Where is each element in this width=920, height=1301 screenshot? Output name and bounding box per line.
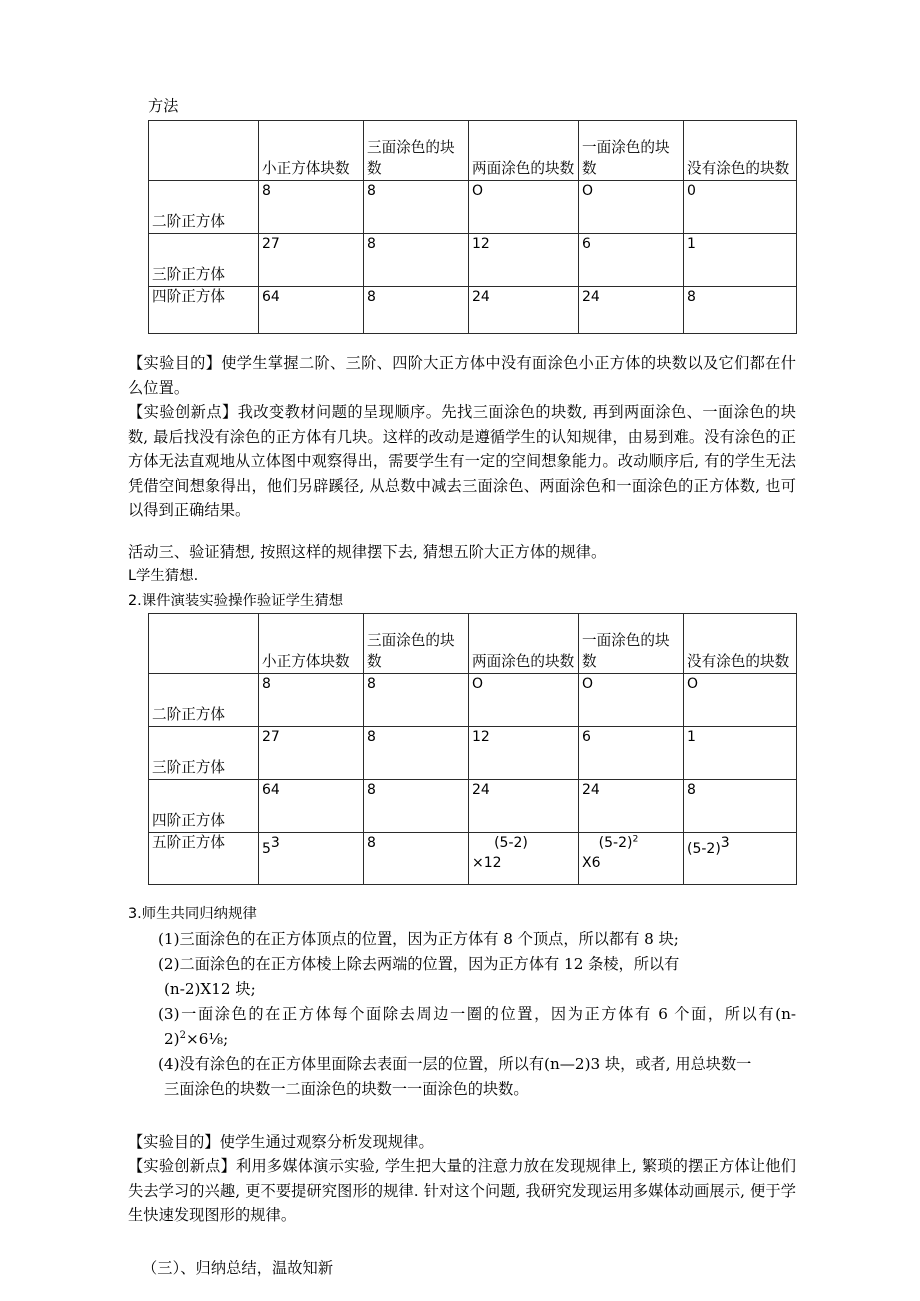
header-cell-one: 一面涂色的块数 (579, 121, 684, 181)
cell-value: O (582, 676, 594, 692)
cell-total (259, 833, 364, 885)
cell-one (579, 287, 684, 334)
cell-value-line1 (582, 833, 681, 853)
cell-value-exponent: 3 (720, 835, 730, 851)
cell-value-base: 5 (262, 840, 271, 857)
section-three-heading: （三）、归纳总结，温故知新 (142, 1258, 334, 1277)
row-label: 二阶正方体 (149, 181, 259, 234)
table-row (149, 181, 797, 234)
cell-value: 8 (367, 782, 376, 798)
header-cell-total: 小正方体块数 (259, 121, 364, 181)
cell-value: 6 (582, 236, 591, 252)
header-cell-total: 小正方体块数 (259, 614, 364, 674)
cell-value: O (687, 676, 699, 692)
cell-value-line2: X6 (582, 855, 601, 871)
cell-value: 24 (472, 289, 490, 305)
cell-value: 8 (367, 835, 376, 851)
cell-two (469, 727, 579, 780)
cell-value-line1: (5-2) (494, 835, 528, 851)
cell-value: O (472, 183, 484, 199)
header-cell-none: 没有涂色的块数 (684, 121, 797, 181)
cell-total (259, 780, 364, 833)
header-cell-none: 没有涂色的块数 (684, 614, 797, 674)
cell-total (259, 727, 364, 780)
cell-none (684, 234, 797, 287)
cell-value: 0 (687, 183, 696, 199)
cell-none (684, 780, 797, 833)
cell-none (684, 287, 797, 334)
cell-three (364, 674, 469, 727)
cell-three (364, 287, 469, 334)
cell-none (684, 674, 797, 727)
header-cell-one: 一面涂色的块数 (579, 614, 684, 674)
cell-value: 8 (367, 289, 376, 305)
experiment-purpose-2: 【实验目的】使学生通过观察分析发现规律。 (128, 1132, 434, 1151)
cell-three (364, 181, 469, 234)
cell-value: 8 (262, 676, 271, 692)
cell-value: 1 (687, 236, 696, 252)
table-row (149, 674, 797, 727)
cell-value: 27 (262, 729, 280, 745)
cell-value: O (472, 676, 484, 692)
cell-none (684, 727, 797, 780)
header-cell-blank (149, 121, 259, 181)
rule-item-3-exponent: 2 (179, 1029, 186, 1041)
cell-one (579, 181, 684, 234)
row-label: 五阶正方体 (149, 833, 259, 885)
cell-value: 8 (367, 729, 376, 745)
rule-item-4-line1: (4)没有涂色的在正方体里面除去表面一层的位置，所以有(n—2)3 块，或者, 用总块数一 (158, 1054, 752, 1073)
cell-three (364, 234, 469, 287)
cell-one (579, 727, 684, 780)
cube-table-1 (148, 120, 797, 334)
cell-value: 8 (367, 236, 376, 252)
rule-item-2-line2: (n-2)X12 块; (164, 979, 256, 998)
cell-two (469, 833, 579, 885)
cell-none (684, 833, 797, 885)
cell-one (579, 780, 684, 833)
cell-value: 1 (687, 729, 696, 745)
cell-value: 8 (367, 676, 376, 692)
cell-value: 8 (367, 183, 376, 199)
cell-value: 24 (582, 289, 600, 305)
cell-value: 64 (262, 782, 280, 798)
table-row (149, 780, 797, 833)
cell-three (364, 833, 469, 885)
cell-total (259, 181, 364, 234)
cell-value-line2: ×12 (472, 855, 502, 871)
header-cell-three: 三面涂色的块数 (364, 614, 469, 674)
document-content (128, 96, 796, 1280)
rule-item-1: (1)三面涂色的在正方体顶点的位置，因为正方体有 8 个顶点，所以都有 8 块; (158, 929, 679, 948)
cell-value: 12 (472, 729, 490, 745)
cell-value: 6 (582, 729, 591, 745)
cell-value: 8 (687, 289, 696, 305)
experiment-purpose-1: 【实验目的】使学生掌握二阶、三阶、四阶大正方体中没有面涂色小正方体的块数以及它们都在什么位置。 (128, 354, 796, 397)
cell-value: 27 (262, 236, 280, 252)
experiment-innovation-2: 【实验创新点】利用多媒体演示实验, 学生把大量的注意力放在发现规律上, 繁琐的摆正方体让他们失去学习的兴趣, 更不要提研究图形的规律. 针对这个问题, 我研究发现运用多媒体动画展示, 便于学生快速发现图形的规律。 (128, 1157, 796, 1224)
cell-none (684, 181, 797, 234)
cell-value: 8 (687, 782, 696, 798)
table-row (149, 727, 797, 780)
cell-two (469, 287, 579, 334)
rule-item-3 (128, 1002, 796, 1052)
rule-item-4-line2: 三面涂色的块数一二面涂色的块数一一面涂色的块数。 (164, 1079, 529, 1098)
rule-item-3-prefix: (3)一面涂色的在正方体每个面除去周边一圈的位置，因为正方体有 6 个面，所以有(n-2) (158, 1004, 796, 1048)
activity-three-heading: 活动三、验证猜想, 按照这样的规律摆下去, 猜想五阶大正方体的规律。 (128, 542, 607, 561)
cell-total (259, 287, 364, 334)
header-cell-two: 两面涂色的块数 (469, 614, 579, 674)
experiment-innovation-1: 【实验创新点】我改变教材问题的呈现顺序。先找三面涂色的块数, 再到两面涂色、一面涂色的块数, 最后找没有涂色的正方体有几块。这样的改动是遵循学生的认知规律，由易到难。没有涂色的正方体无法直观地从立体图中观察得出，需要学生有一定的空间想象能力。改动顺序后, 有的学生无法凭借空间想象得出，他们另辟蹊径, 从总数中减去三面涂色、两面涂色和一面涂色的正方体数, 也可以得到正确结果。 (128, 403, 796, 519)
cell-two (469, 181, 579, 234)
table-row-fifth-order (149, 833, 797, 885)
header-cell-blank (149, 614, 259, 674)
cell-value: 24 (472, 782, 490, 798)
table-row (149, 287, 797, 334)
cell-value: 24 (582, 782, 600, 798)
row-label: 三阶正方体 (149, 727, 259, 780)
cell-value: 12 (472, 236, 490, 252)
cell-total (259, 234, 364, 287)
row-label: 二阶正方体 (149, 674, 259, 727)
cell-value: 64 (262, 289, 280, 305)
table-row (149, 234, 797, 287)
cell-value: O (582, 183, 594, 199)
cell-value-exponent: 3 (270, 835, 280, 851)
cell-two (469, 674, 579, 727)
activity-three-item-2: 2.课件演装实验操作验证学生猜想 (128, 592, 344, 609)
cell-one (579, 833, 684, 885)
rules-heading: 3.师生共同归纳规律 (128, 906, 257, 922)
row-label: 三阶正方体 (149, 234, 259, 287)
row-label: 四阶正方体 (149, 287, 259, 334)
cell-three (364, 780, 469, 833)
table-header-row (149, 121, 797, 181)
cell-value-base: (5-2) (687, 840, 721, 857)
cell-one (579, 234, 684, 287)
header-cell-three: 三面涂色的块数 (364, 121, 469, 181)
cell-two (469, 780, 579, 833)
cell-value-line1-base: (5-2) (598, 835, 633, 851)
table-header-row (149, 614, 797, 674)
rule-item-3-suffix: ×6⅛; (185, 1029, 229, 1048)
cell-total (259, 674, 364, 727)
cell-value: 8 (262, 183, 271, 199)
activity-three-item-1: L学生猜想. (128, 568, 199, 584)
rule-item-2-line1: (2)二面涂色的在正方体棱上除去两端的位置，因为正方体有 12 条棱，所以有 (158, 954, 680, 973)
row-label: 四阶正方体 (149, 780, 259, 833)
cell-value-line1-exponent: 2 (632, 833, 639, 845)
cell-one (579, 674, 684, 727)
method-label: 方法 (148, 97, 179, 115)
header-cell-two: 两面涂色的块数 (469, 121, 579, 181)
cell-three (364, 727, 469, 780)
cell-two (469, 234, 579, 287)
cube-table-2 (148, 613, 797, 885)
